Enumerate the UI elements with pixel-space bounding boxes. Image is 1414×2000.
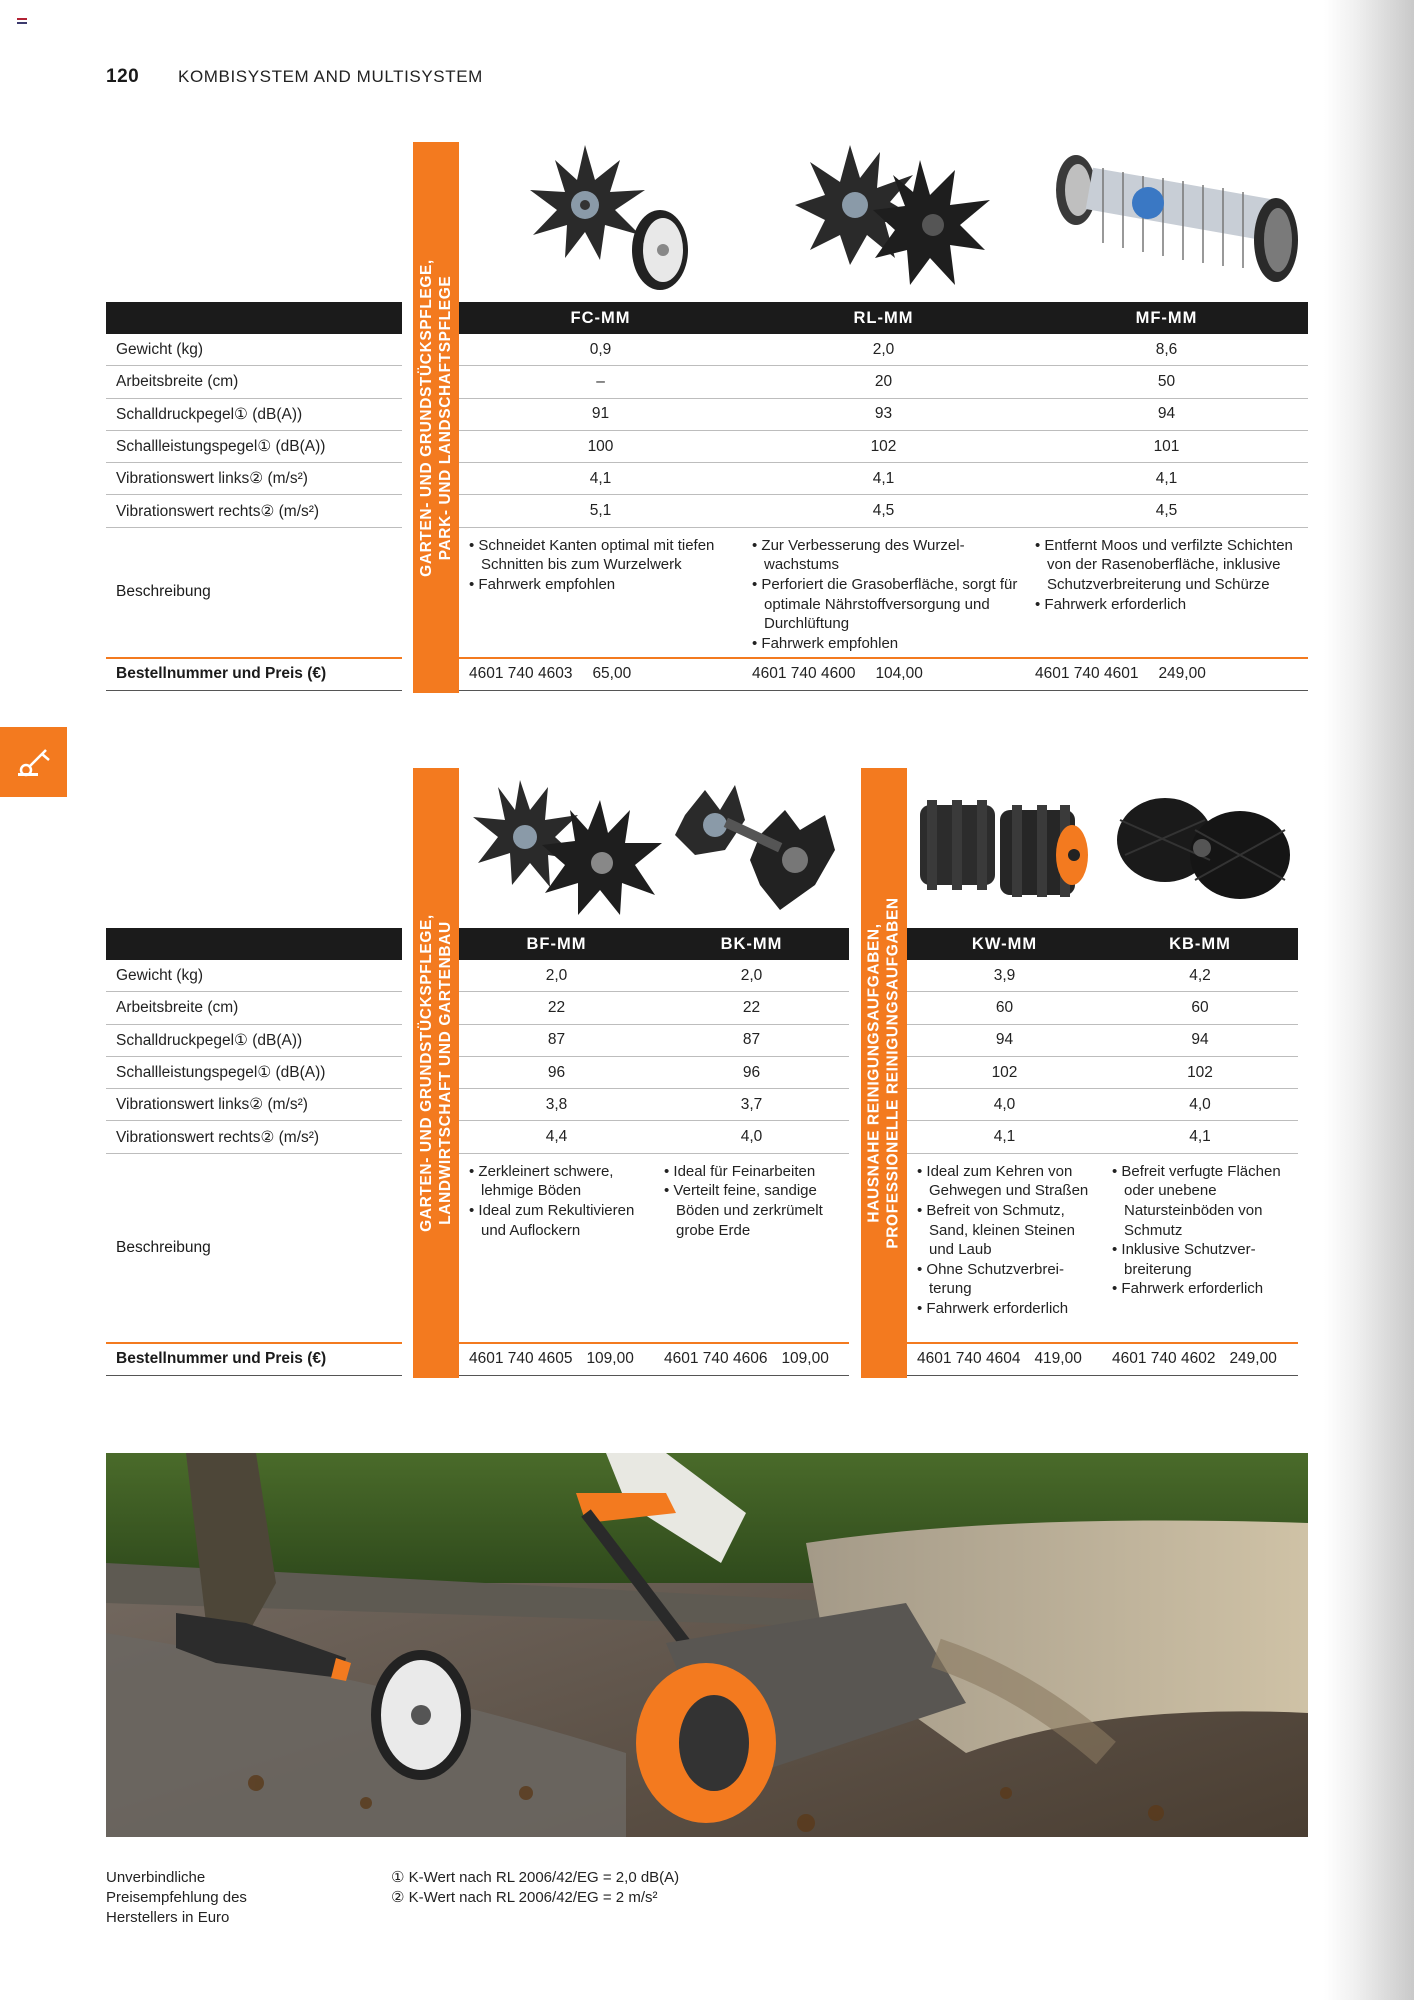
mf-mm-product-image [1048, 148, 1308, 288]
section-tab[interactable] [0, 727, 67, 797]
description [742, 528, 1025, 659]
page-header [106, 66, 483, 88]
row-label-description: Beschreibung [106, 1154, 402, 1344]
price: 249,00 [1229, 1350, 1277, 1368]
category-label: GARTEN- UND GRUNDSTÜCKSPFLEGE, LANDWIRTSCHAFT UND GARTENBAU [418, 914, 455, 1232]
row-label-vib-left: Vibrationswert links② (m/s²) [106, 463, 402, 495]
product-column-bf-mm [459, 928, 654, 1376]
product-column-kb-mm [1102, 928, 1298, 1376]
bf-mm-product-image [470, 775, 670, 920]
product-name: KB-MM [1102, 928, 1298, 960]
sweeper-in-use-image [106, 1453, 1308, 1837]
description-item: • Ideal für Feinarbeiten [664, 1162, 843, 1182]
value-vib-left: 4,0 [1102, 1089, 1298, 1121]
value-sound-pressure: 91 [459, 399, 742, 431]
description-item: • Verteilt feine, sandige Böden und zerkrümelt grobe Erde [664, 1181, 843, 1240]
order-row [742, 659, 1025, 691]
description [1102, 1154, 1298, 1344]
value-sound-power: 96 [654, 1057, 849, 1089]
product-column-rl-mm [742, 302, 1025, 691]
order-row [1102, 1344, 1298, 1376]
product-name: MF-MM [1025, 302, 1308, 334]
value-width: 22 [459, 992, 654, 1024]
description-item: • Perforiert die Grasoberfläche, sorgt für optimale Nährstoffversorgung und Durchlüftung [752, 575, 1019, 634]
description-item: • Fahrwerk empfohlen [469, 575, 736, 595]
value-sound-power: 96 [459, 1057, 654, 1089]
bk-mm-product-image [665, 775, 845, 920]
value-vib-right: 4,5 [742, 495, 1025, 527]
product-name: FC-MM [459, 302, 742, 334]
page-number: 120 [106, 66, 140, 87]
price: 109,00 [586, 1350, 634, 1368]
product-column-fc-mm [459, 302, 742, 691]
table1-label-column [106, 302, 402, 691]
product-column-kw-mm [907, 928, 1102, 1376]
description-item: • Befreit von Schmutz, Sand, kleinen Steinen und Laub [917, 1201, 1096, 1260]
price: 249,00 [1158, 665, 1206, 683]
description-item: • Inklusive Schutzverbreiterung [1112, 1240, 1292, 1279]
order-row [654, 1344, 849, 1376]
value-width: 20 [742, 366, 1025, 398]
product-name: BF-MM [459, 928, 654, 960]
value-sound-power: 102 [742, 431, 1025, 463]
product-name: RL-MM [742, 302, 1025, 334]
value-vib-left: 4,1 [1025, 463, 1308, 495]
description [907, 1154, 1102, 1344]
value-vib-left: 4,0 [907, 1089, 1102, 1121]
description-item: • Ideal zum Kehren von Gehwegen und Straßen [917, 1162, 1096, 1201]
description-item: • Befreit verfugte Flächen oder unebene Natursteinböden von Schmutz [1112, 1162, 1292, 1240]
row-label-sound-power: Schallleistungspegel① (dB(A)) [106, 431, 402, 463]
order-row [1025, 659, 1308, 691]
product-name: BK-MM [654, 928, 849, 960]
value-vib-right: 4,1 [1102, 1121, 1298, 1153]
value-vib-right: 4,0 [654, 1121, 849, 1153]
footnote-1: ① K-Wert nach RL 2006/42/EG = 2,0 dB(A) [391, 1869, 680, 1886]
row-label-sound-pressure: Schalldruckpegel① (dB(A)) [106, 399, 402, 431]
value-weight: 2,0 [742, 334, 1025, 366]
description [1025, 528, 1308, 659]
value-vib-left: 4,1 [742, 463, 1025, 495]
product-name: KW-MM [907, 928, 1102, 960]
value-weight: 4,2 [1102, 960, 1298, 992]
footnote-list [391, 1868, 679, 1928]
table-header-blank [106, 928, 402, 960]
value-vib-left: 3,7 [654, 1089, 849, 1121]
description-item: • Fahrwerk erforderlich [1035, 595, 1302, 615]
sweeper-tool-icon [14, 742, 54, 782]
order-row [459, 659, 742, 691]
price: 419,00 [1034, 1350, 1082, 1368]
row-label-order: Bestellnummer und Preis (€) [106, 659, 402, 691]
order-number: 4601 740 4602 [1112, 1350, 1216, 1368]
rl-mm-product-image [795, 140, 995, 295]
product-action-photo [106, 1453, 1308, 1837]
product-column-mf-mm [1025, 302, 1308, 691]
row-label-weight: Gewicht (kg) [106, 960, 402, 992]
row-label-width: Arbeitsbreite (cm) [106, 992, 402, 1024]
footnote-2: ② K-Wert nach RL 2006/42/EG = 2 m/s² [391, 1889, 658, 1906]
value-width: 22 [654, 992, 849, 1024]
kb-mm-product-image [1110, 790, 1295, 910]
kw-mm-product-image [912, 790, 1097, 910]
order-number: 4601 740 4601 [1035, 665, 1139, 683]
description-item: • Fahrwerk erforderlich [1112, 1279, 1292, 1299]
description-item: • Fahrwerk empfohlen [752, 634, 1019, 654]
row-label-sound-pressure: Schalldruckpegel① (dB(A)) [106, 1025, 402, 1057]
value-vib-right: 5,1 [459, 495, 742, 527]
description [654, 1154, 849, 1344]
description-item: • Zerkleinert schwere, lehmige Böden [469, 1162, 648, 1201]
description-item: • Ideal zum Rekultivieren und Auflockern [469, 1201, 648, 1240]
description-item: • Schneidet Kanten optimal mit tiefen Schnitten bis zum Wurzelwerk [469, 536, 736, 575]
table-header-blank [106, 302, 402, 334]
value-vib-right: 4,4 [459, 1121, 654, 1153]
row-label-vib-left: Vibrationswert links② (m/s²) [106, 1089, 402, 1121]
value-sound-pressure: 94 [1102, 1025, 1298, 1057]
category-label: GARTEN- UND GRUNDSTÜCKSPFLEGE, PARK- UND LANDSCHAFTSPFLEGE [418, 258, 455, 577]
row-label-vib-right: Vibrationswert rechts② (m/s²) [106, 1121, 402, 1153]
value-width: 50 [1025, 366, 1308, 398]
order-number: 4601 740 4603 [469, 665, 573, 683]
order-row [459, 1344, 654, 1376]
price: 109,00 [781, 1350, 829, 1368]
value-sound-power: 101 [1025, 431, 1308, 463]
value-weight: 3,9 [907, 960, 1102, 992]
value-sound-power: 102 [907, 1057, 1102, 1089]
value-sound-power: 100 [459, 431, 742, 463]
category-bar-cleaning [861, 768, 907, 1378]
order-number: 4601 740 4600 [752, 665, 856, 683]
value-sound-pressure: 94 [907, 1025, 1102, 1057]
value-sound-pressure: 87 [459, 1025, 654, 1057]
value-sound-pressure: 93 [742, 399, 1025, 431]
value-weight: 2,0 [459, 960, 654, 992]
value-weight: 0,9 [459, 334, 742, 366]
price: 104,00 [875, 665, 923, 683]
order-number: 4601 740 4605 [469, 1350, 573, 1368]
description-item: • Zur Verbesserung des Wurzelwachstums [752, 536, 1019, 575]
fc-mm-product-image [525, 140, 705, 295]
page-title: KOMBISYSTEM AND MULTISYSTEM [178, 67, 483, 86]
description-item: • Fahrwerk erforderlich [917, 1299, 1096, 1319]
price-disclaimer: Unverbindliche Preisempfehlung des Herstellers in Euro [106, 1869, 247, 1926]
row-label-sound-power: Schallleistungspegel① (dB(A)) [106, 1057, 402, 1089]
value-sound-power: 102 [1102, 1057, 1298, 1089]
description-item: • Entfernt Moos und verfilzte Schichten von der Rasenoberfläche, inklusive Schutzverbreiterung und Schürze [1035, 536, 1302, 595]
product-column-bk-mm [654, 928, 849, 1376]
row-label-weight: Gewicht (kg) [106, 334, 402, 366]
value-sound-pressure: 94 [1025, 399, 1308, 431]
description [459, 1154, 654, 1344]
price: 65,00 [592, 665, 632, 683]
order-number: 4601 740 4604 [917, 1350, 1021, 1368]
value-vib-right: 4,5 [1025, 495, 1308, 527]
description [459, 528, 742, 659]
category-bar-garden-park [413, 142, 459, 693]
value-width: 60 [1102, 992, 1298, 1024]
order-row [907, 1344, 1102, 1376]
page-edge-shadow [1324, 0, 1414, 2000]
value-vib-right: 4,1 [907, 1121, 1102, 1153]
table2-label-column [106, 928, 402, 1376]
language-flag-icon[interactable] [17, 18, 27, 24]
value-width: – [459, 366, 742, 398]
category-bar-garden-agriculture [413, 768, 459, 1378]
category-label: HAUSNAHE REINIGUNGSAUFGABEN, PROFESSIONELLE REINIGUNGSAUFGABEN [866, 897, 903, 1249]
order-number: 4601 740 4606 [664, 1350, 768, 1368]
value-vib-left: 3,8 [459, 1089, 654, 1121]
value-vib-left: 4,1 [459, 463, 742, 495]
description-item: • Ohne Schutzverbreiterung [917, 1260, 1096, 1299]
row-label-order: Bestellnummer und Preis (€) [106, 1344, 402, 1376]
row-label-width: Arbeitsbreite (cm) [106, 366, 402, 398]
footnotes [106, 1868, 679, 1928]
row-label-description: Beschreibung [106, 528, 402, 659]
value-weight: 2,0 [654, 960, 849, 992]
value-sound-pressure: 87 [654, 1025, 849, 1057]
row-label-vib-right: Vibrationswert rechts② (m/s²) [106, 495, 402, 527]
value-weight: 8,6 [1025, 334, 1308, 366]
value-width: 60 [907, 992, 1102, 1024]
